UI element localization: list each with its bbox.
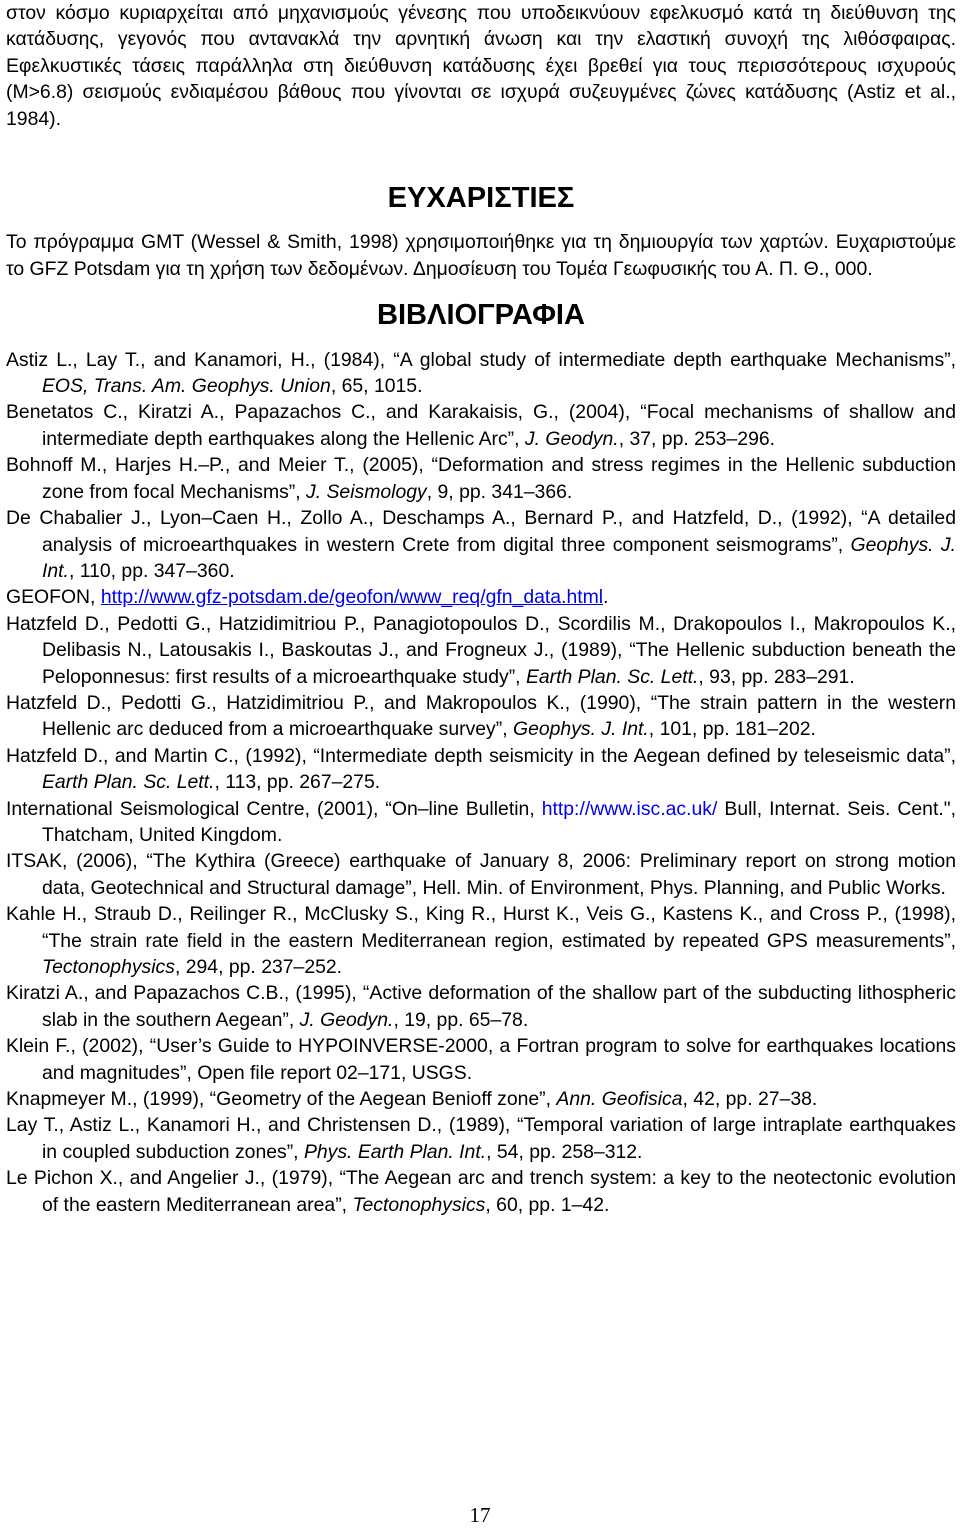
reference-entry: Benetatos C., Kiratzi A., Papazachos C., and Karakaisis, G., (2004), “Focal mechanisms of shallow and intermediate depth earthquakes along the Hellenic Arc”, J. Geodyn., 37, pp. 253‒296. [6, 401, 956, 450]
bibliography-heading: ΒΙΒΛΙΟΓΡΑΦΙΑ [376, 299, 586, 332]
reference-entry: Kiratzi A., and Papazachos C.B., (1995), “Active deformation of the shallow part of the subducting lithospheric slab in the southern Aegean”, J. Geodyn., 19, pp. 65‒78. [6, 982, 956, 1031]
reference-entry: Le Pichon X., and Angelier J., (1979), “The Aegean arc and trench system: a key to the neotectonic evolution of the eastern Mediterranean area”, Tectonophysics, 60, pp. 1‒42. [6, 1167, 956, 1216]
acknowledgments-heading: ΕΥΧΑΡΙΣΤΙΕΣ [387, 182, 575, 215]
reference-entry: Astiz L., Lay T., and Kanamori, H., (1984), “A global study of intermediate depth earthquake Mechanisms”, EOS, Trans. Am. Geophys. Union, 65, 1015. [6, 348, 956, 398]
reference-entry: Hatzfeld D., Pedotti G., Hatzidimitriou P., and Makropoulos K., (1990), “The strain pattern in the western Hellenic arc deduced from a microearthquake survey”, Geophys. J. Int., 101, pp. 181‒202. [6, 691, 956, 741]
reference-entry: De Chabalier J., Lyon‒Caen H., Zollo A., Deschamps A., Bernard P., and Hatzfeld, D., (1992), “A detailed analysis of microearthquakes in western Crete from digital three component seismograms”, Geophys. J. Int., 110, pp. 347‒360. [6, 507, 956, 582]
reference-entry: Kahle H., Straub D., Reilinger R., McClusky S., King R., Hurst K., Veis G., Kastens K., and Cross P., (1998), “The strain rate field in the eastern Mediterranean region, estimated by repeated GPS measurements”, Tectonophysics, 294, pp. 237‒252. [6, 903, 956, 978]
intro-paragraph: στον κόσμο κυριαρχείται από μηχανισμούς γένεσης που υποδεικνύουν εφελκυσμό κατά τη διεύθυνση της κατάδυσης, γεγονός που αντανακλά την αρνητική άνωση και την ελαστική συνοχή της λιθόσφαιρας. Εφελκυστικές τάσεις παράλληλα στη διεύθυνση κατάδυσης έχει βρεθεί για τους περισσότερους ισχυρούς (M>6.8) σεισμούς ενδιαμέσου βάθους που γίνονται σε ισχυρά συζευγμένες ζώνες κατάδυσης (Astiz et al., 1984). [6, 2, 956, 130]
document-page [6, 0, 956, 1218]
reference-entry: Knapmeyer M., (1999), “Geometry of the Aegean Benioff zone”, Ann. Geofisica, 42, pp. 27‒38. [6, 1088, 818, 1111]
reference-entry: Bohnoff M., Harjes H.‒P., and Meier T., (2005), “Deformation and stress regimes in the Hellenic subduction zone from focal Mechanisms”, J. Seismology, 9, pp. 341‒366. [6, 454, 956, 503]
reference-list [6, 347, 956, 1218]
acknowledgments-paragraph: Το πρόγραμμα GMT (Wessel & Smith, 1998) χρησιμοποιήθηκε για τη δημιουργία των χαρτών. Ευχαριστούμε το GFZ Potsdam για τη χρήση των δεδομένων. Δημοσίευση του Τομέα Γεωφυσικής του Α. Π. Θ., 000. [6, 231, 956, 280]
reference-entry: Lay T., Astiz L., Kanamori H., and Christensen D., (1989), “Temporal variation of large intraplate earthquakes in coupled subduction zones”, Phys. Earth Plan. Int., 54, pp. 258‒312. [6, 1114, 956, 1163]
reference-entry: International Seismological Centre, (2001), “On‒line Bulletin, http://www.isc.ac.uk/ Bull, Internat. Seis. Cent.", Thatcham, United Kingdom. [6, 797, 957, 846]
reference-entry: Klein F., (2002), “User’s Guide to HYPOINVERSE-2000, a Fortran program to solve for earthquakes locations and magnitudes”, Open file report 02‒171, USGS. [6, 1035, 956, 1084]
reference-entry: ITSAK, (2006), “The Kythira (Greece) earthquake of January 8, 2006: Preliminary report on strong motion data, Geotechnical and Structural damage”, Hell. Min. of Environment, Phys. Planning, and Public Works. [6, 850, 956, 899]
reference-entry: Hatzfeld D., and Martin C., (1992), “Intermediate depth seismicity in the Aegean defined by teleseismic data”, Earth Plan. Sc. Lett., 113, pp. 267‒275. [6, 744, 956, 794]
page-number: 17 [469, 1503, 491, 1527]
reference-entry: Hatzfeld D., Pedotti G., Hatzidimitriou P., Panagiotopoulos D., Scordilis M., Drakopoulos I., Makropoulos K., Delibasis N., Latousakis I., Baskoutas J., and Frogneux J., (1989), “The Hellenic subduction beneath the Peloponnesus: first results of a microearthquake study”, Earth Plan. Sc. Lett., 93, pp. 283‒291. [6, 612, 956, 688]
reference-entry: GEOFON, http://www.gfz-potsdam.de/geofon/www_req/gfn_data.html. [6, 586, 609, 609]
geofon-link[interactable]: http://www.gfz-potsdam.de/geofon/www_req/gfn_data.html [100, 586, 604, 609]
isc-bulletin-url[interactable]: http://www.isc.ac.uk/ [541, 797, 718, 820]
